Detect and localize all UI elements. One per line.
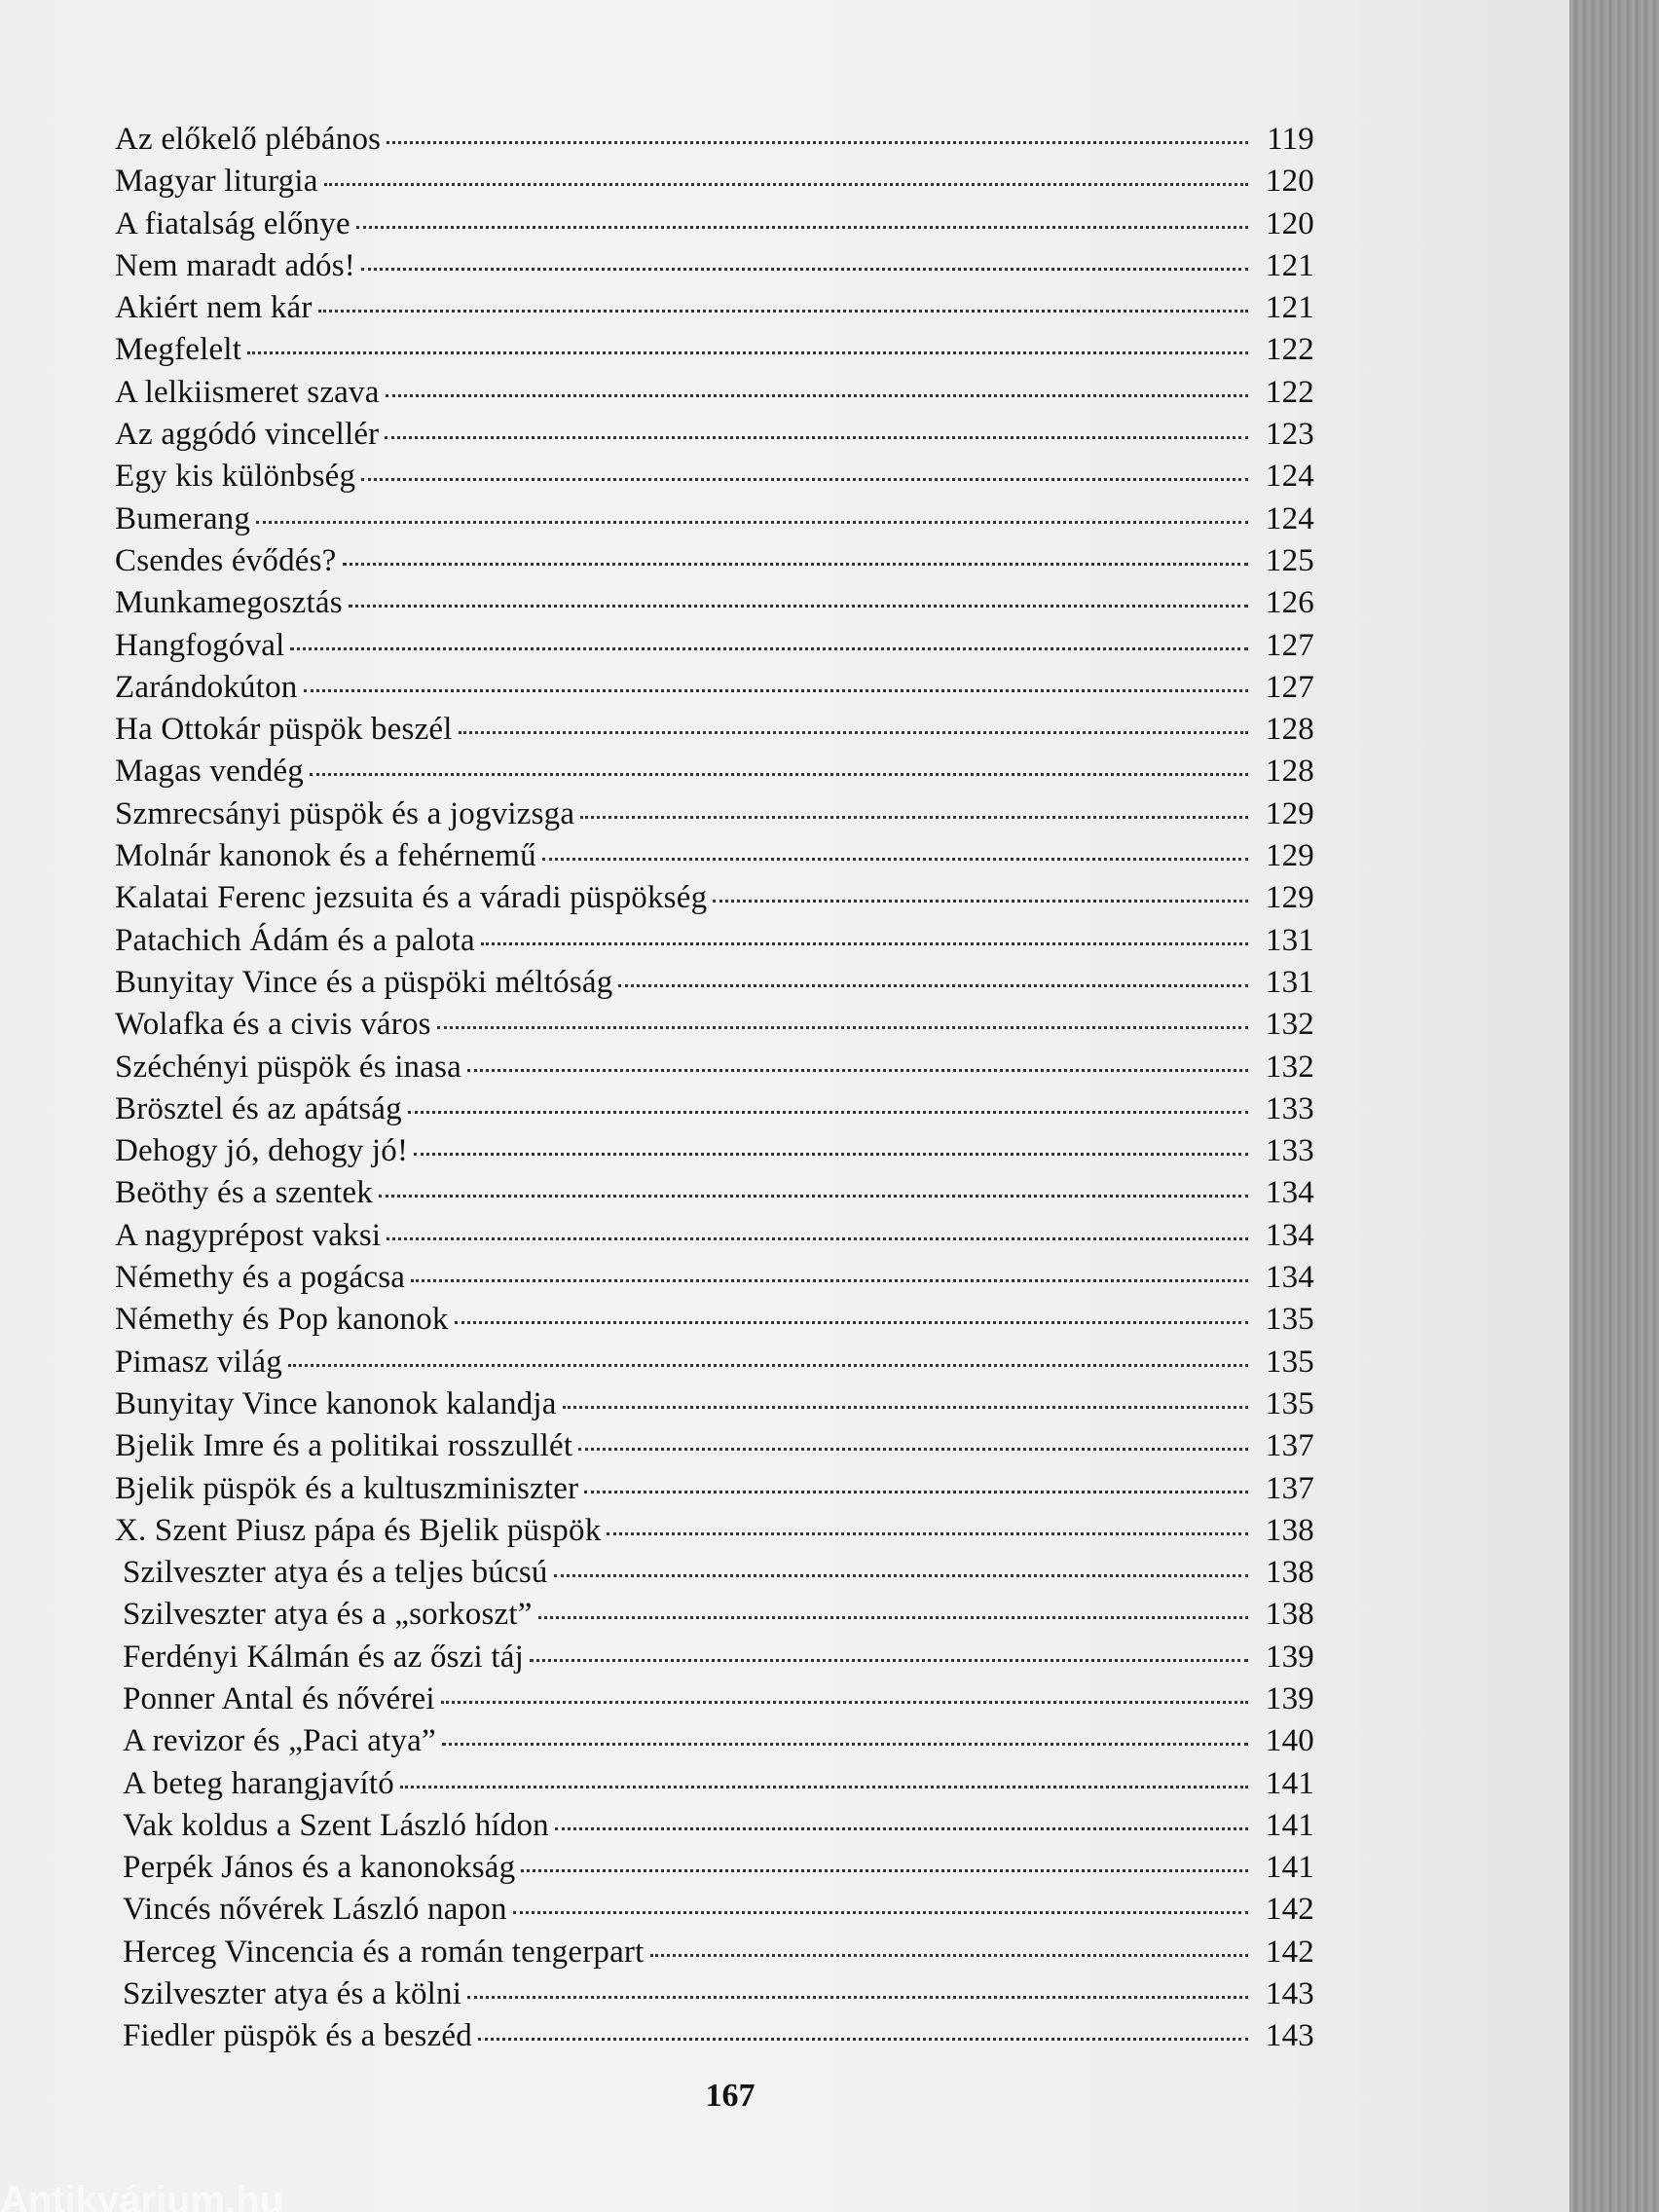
toc-entry-page: 142: [1265, 1892, 1314, 1928]
dot-leader: [442, 1743, 1248, 1746]
dot-leader: [554, 1574, 1248, 1577]
toc-entry: [115, 329, 1314, 371]
toc-entry-title: Perpék János és a kanonokság: [123, 1850, 516, 1886]
watermark-logo: Antikvárium.hu: [0, 2181, 284, 2212]
toc-entry-page: 125: [1265, 542, 1314, 578]
toc-entry-title: X. Szent Piusz pápa és Bjelik püspök: [115, 1512, 602, 1548]
dot-leader: [361, 268, 1248, 271]
dot-leader: [356, 226, 1248, 229]
dot-leader: [349, 605, 1248, 608]
dot-leader: [290, 647, 1248, 650]
toc-entry-page: 121: [1265, 290, 1314, 326]
dot-leader: [513, 1911, 1248, 1914]
toc-entry: [115, 751, 1314, 793]
toc-entry: [115, 1594, 1314, 1636]
toc-entry-page: 142: [1265, 1934, 1314, 1970]
toc-entry-title: Széchényi püspök és inasa: [115, 1049, 461, 1085]
toc-entry: [115, 1510, 1314, 1552]
toc-entry-title: A beteg harangjavító: [123, 1765, 394, 1801]
toc-entry-title: Csendes évődés?: [115, 542, 337, 578]
toc-entry-page: 120: [1265, 205, 1314, 241]
dot-leader: [247, 351, 1248, 354]
dot-leader: [607, 1532, 1248, 1535]
dot-leader: [318, 310, 1248, 313]
dot-leader: [481, 942, 1248, 945]
toc-entry-page: 128: [1265, 754, 1314, 790]
dot-leader: [379, 1195, 1248, 1198]
toc-entry: [115, 1847, 1314, 1889]
toc-entry: [115, 1342, 1314, 1383]
toc-entry-title: Bjelik Imre és a politikai rosszullét: [115, 1428, 573, 1464]
toc-entry-title: Herceg Vincencia és a román tengerpart: [123, 1934, 645, 1970]
dot-leader: [256, 521, 1248, 524]
toc-entry-page: 138: [1265, 1597, 1314, 1633]
toc-entry-page: 120: [1265, 164, 1314, 200]
toc-entry: [115, 456, 1314, 498]
toc-entry-title: Bjelik püspök és a kultuszminiszter: [115, 1470, 579, 1506]
dot-leader: [580, 816, 1248, 819]
toc-entry: [115, 1932, 1314, 1973]
toc-entry-title: Ha Ottokár püspök beszél: [115, 712, 453, 748]
toc-entry: [115, 1088, 1314, 1130]
dot-leader: [521, 1869, 1248, 1872]
toc-entry-page: 137: [1265, 1470, 1314, 1506]
dot-leader: [386, 394, 1248, 397]
toc-entry-page: 122: [1265, 374, 1314, 410]
toc-entry-title: Némethy és a pogácsa: [115, 1260, 406, 1296]
dot-leader: [542, 858, 1248, 861]
toc-entry: [115, 1425, 1314, 1467]
toc-entry-title: Szmrecsányi püspök és a jogvizsga: [115, 795, 575, 831]
toc-entry: [115, 287, 1314, 329]
toc-entry: [115, 1468, 1314, 1510]
toc-entry: [115, 498, 1314, 540]
toc-entry: [115, 1552, 1314, 1594]
dot-leader: [455, 1321, 1248, 1324]
toc-entry-title: Szilveszter atya és a kölni: [123, 1976, 462, 2012]
table-of-contents: [115, 119, 1314, 2058]
dot-leader: [713, 900, 1248, 903]
dot-leader: [387, 1237, 1248, 1240]
toc-entry-page: 137: [1265, 1428, 1314, 1464]
toc-entry-title: Ferdényi Kálmán és az őszi táj: [123, 1639, 524, 1675]
dot-leader: [385, 436, 1248, 439]
dot-leader: [650, 1954, 1249, 1957]
toc-entry-page: 124: [1265, 459, 1314, 495]
toc-entry: [115, 877, 1314, 919]
toc-entry-page: 123: [1265, 417, 1314, 453]
toc-entry-title: Bunyitay Vince és a püspöki méltóság: [115, 964, 613, 1000]
toc-entry-title: A nagyprépost vaksi: [115, 1217, 382, 1253]
dot-leader: [584, 1491, 1248, 1493]
dot-leader: [411, 1279, 1248, 1282]
dot-leader: [555, 1827, 1248, 1830]
toc-entry-title: A revizor és „Paci atya”: [123, 1723, 436, 1759]
toc-entry-page: 135: [1265, 1385, 1314, 1421]
toc-entry-title: Magyar liturgia: [115, 164, 318, 200]
dot-leader: [304, 689, 1248, 692]
toc-entry-title: Bumerang: [115, 500, 251, 536]
toc-entry: [115, 1047, 1314, 1088]
toc-entry-title: Akiért nem kár: [115, 290, 313, 326]
toc-entry-title: Némethy és Pop kanonok: [115, 1302, 449, 1338]
toc-entry: [115, 540, 1314, 582]
toc-entry-title: Szilveszter atya és a teljes búcsú: [123, 1555, 548, 1591]
toc-entry-page: 129: [1265, 838, 1314, 874]
toc-entry-title: Wolafka és a civis város: [115, 1007, 431, 1043]
dot-leader: [467, 1069, 1248, 1072]
toc-entry: [115, 414, 1314, 456]
toc-entry: [115, 2015, 1314, 2057]
toc-entry: [115, 1383, 1314, 1425]
toc-entry-page: 135: [1265, 1302, 1314, 1338]
toc-entry-page: 141: [1265, 1850, 1314, 1886]
toc-entry-title: Egy kis különbség: [115, 459, 356, 495]
toc-entry-page: 127: [1265, 669, 1314, 705]
toc-entry-title: Fiedler püspök és a beszéd: [123, 2018, 472, 2054]
toc-entry: [115, 709, 1314, 751]
dot-leader: [400, 1786, 1248, 1788]
toc-entry-page: 121: [1265, 247, 1314, 283]
dot-leader: [414, 1153, 1248, 1156]
toc-entry-page: 139: [1265, 1639, 1314, 1675]
toc-entry: [115, 1299, 1314, 1341]
toc-entry-page: 134: [1265, 1175, 1314, 1211]
dot-leader: [618, 984, 1248, 987]
dot-leader: [387, 141, 1248, 144]
toc-entry-page: 127: [1265, 627, 1314, 663]
dot-leader: [343, 563, 1248, 566]
dot-leader: [578, 1448, 1248, 1451]
toc-entry-page: 131: [1265, 964, 1314, 1000]
toc-entry-page: 119: [1267, 122, 1314, 157]
toc-entry-title: Pimasz világ: [115, 1344, 282, 1380]
toc-entry-page: 133: [1265, 1133, 1314, 1169]
toc-entry-page: 141: [1265, 1807, 1314, 1843]
toc-entry-title: Hangfogóval: [115, 627, 285, 663]
toc-entry-title: Vincés nővérek László napon: [123, 1892, 507, 1928]
page-stack-edge: [1569, 0, 1659, 2212]
toc-entry: [115, 1130, 1314, 1172]
toc-entry-title: Szilveszter atya és a „sorkoszt”: [123, 1597, 533, 1633]
toc-entry-title: Patachich Ádám és a palota: [115, 922, 475, 958]
dot-leader: [324, 183, 1248, 186]
toc-entry-page: 126: [1265, 585, 1314, 621]
dot-leader: [361, 478, 1248, 481]
toc-entry: [115, 1973, 1314, 2015]
toc-entry-title: Beöthy és a szentek: [115, 1175, 373, 1211]
toc-entry-page: 141: [1265, 1765, 1314, 1801]
toc-entry: [115, 793, 1314, 835]
dot-leader: [538, 1616, 1248, 1619]
dot-leader: [441, 1701, 1248, 1704]
toc-entry-title: Molnár kanonok és a fehérnemű: [115, 838, 536, 874]
toc-entry-page: 138: [1265, 1555, 1314, 1591]
toc-entry: [115, 1678, 1314, 1720]
dot-leader: [530, 1659, 1248, 1662]
toc-entry-title: Az aggódó vincellér: [115, 417, 380, 453]
dot-leader: [563, 1406, 1248, 1409]
toc-entry-title: A fiatalság előnye: [115, 205, 350, 241]
toc-entry-page: 131: [1265, 922, 1314, 958]
toc-entry: [115, 582, 1314, 624]
dot-leader: [478, 2038, 1248, 2041]
toc-entry-title: A lelkiismeret szava: [115, 374, 380, 410]
toc-entry: [115, 1889, 1314, 1931]
toc-entry-page: 133: [1265, 1090, 1314, 1126]
toc-entry-title: Dehogy jó, dehogy jó!: [115, 1133, 409, 1169]
toc-entry-page: 124: [1265, 500, 1314, 536]
toc-entry: [115, 962, 1314, 1004]
toc-entry: [115, 245, 1314, 287]
toc-entry-title: Brösztel és az apátság: [115, 1090, 402, 1126]
toc-entry: [115, 1004, 1314, 1046]
toc-entry-title: Bunyitay Vince kanonok kalandja: [115, 1385, 557, 1421]
dot-leader: [437, 1026, 1248, 1029]
toc-entry-page: 129: [1265, 880, 1314, 916]
toc-entry-title: Kalatai Ferenc jezsuita és a váradi püspökség: [115, 880, 708, 916]
page-number: 167: [705, 2078, 756, 2114]
dot-leader: [459, 731, 1248, 734]
toc-entry-page: 132: [1265, 1007, 1314, 1043]
toc-entry: [115, 203, 1314, 245]
toc-entry-page: 134: [1265, 1217, 1314, 1253]
dot-leader: [467, 1996, 1248, 1999]
toc-entry-title: Magas vendég: [115, 754, 304, 790]
toc-entry-page: 128: [1265, 712, 1314, 748]
toc-entry-page: 140: [1265, 1723, 1314, 1759]
toc-entry-page: 139: [1265, 1680, 1314, 1716]
toc-entry: [115, 1637, 1314, 1678]
toc-entry: [115, 119, 1314, 161]
toc-entry-title: Vak koldus a Szent László hídon: [123, 1807, 549, 1843]
toc-entry: [115, 920, 1314, 962]
toc-entry: [115, 1172, 1314, 1214]
toc-entry-title: Ponner Antal és nővérei: [123, 1680, 435, 1716]
toc-entry: [115, 1763, 1314, 1805]
toc-entry-page: 134: [1265, 1260, 1314, 1296]
toc-entry-page: 132: [1265, 1049, 1314, 1085]
toc-entry-page: 138: [1265, 1512, 1314, 1548]
toc-entry-page: 135: [1265, 1344, 1314, 1380]
toc-entry: [115, 667, 1314, 709]
toc-entry: [115, 1805, 1314, 1847]
toc-entry-title: Munkamegosztás: [115, 585, 343, 621]
dot-leader: [408, 1111, 1248, 1114]
toc-entry-page: 129: [1265, 795, 1314, 831]
toc-entry-page: 143: [1265, 1976, 1314, 2012]
toc-entry: [115, 372, 1314, 414]
dot-leader: [288, 1364, 1248, 1367]
dot-leader: [310, 773, 1248, 776]
toc-entry-page: 122: [1265, 332, 1314, 368]
toc-entry: [115, 625, 1314, 667]
toc-entry-title: Megfelelt: [115, 332, 242, 368]
toc-entry: [115, 1257, 1314, 1299]
toc-entry: [115, 161, 1314, 203]
toc-entry-title: Az előkelő plébános: [115, 122, 382, 157]
toc-entry-page: 143: [1265, 2018, 1314, 2054]
toc-entry: [115, 1720, 1314, 1762]
toc-entry: [115, 835, 1314, 877]
toc-entry-title: Nem maradt adós!: [115, 247, 355, 283]
toc-entry: [115, 1215, 1314, 1257]
toc-entry-title: Zarándokúton: [115, 669, 298, 705]
